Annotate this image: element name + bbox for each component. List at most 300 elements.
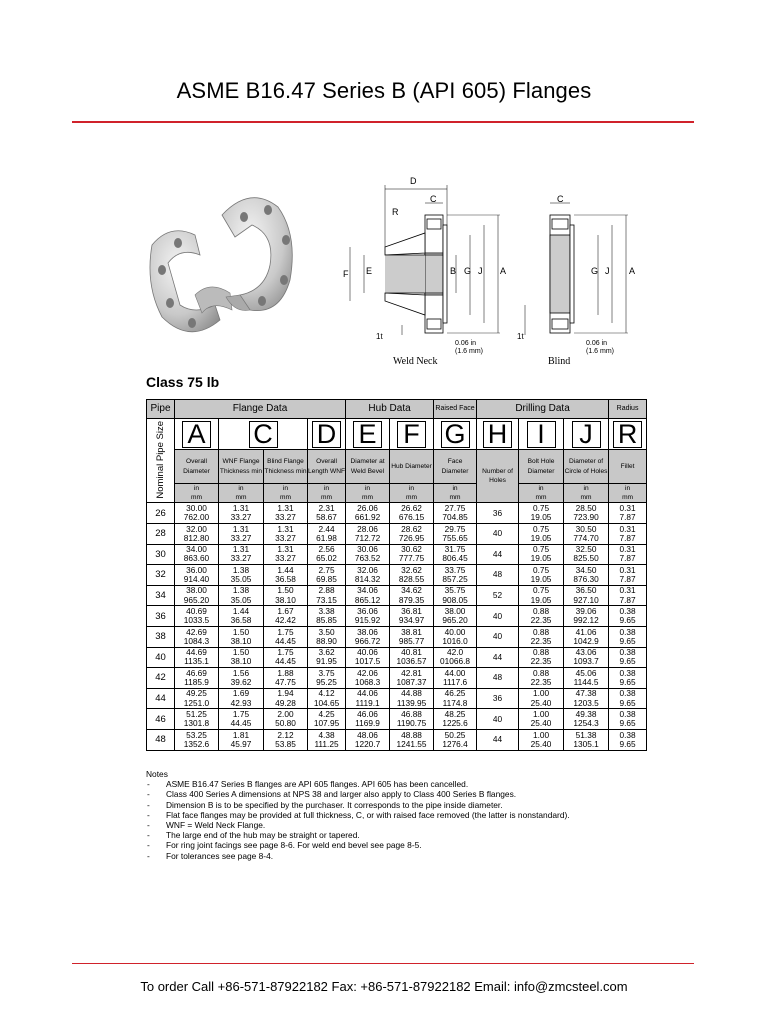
pipe-size-cell: 30: [147, 544, 175, 565]
cell-a: [175, 647, 219, 668]
value-mm: 9.65: [619, 718, 636, 729]
value-in: 1.88: [277, 667, 294, 678]
cell-f: [390, 606, 434, 627]
cell-f: [390, 688, 434, 709]
group-raised-face: Raised Face: [434, 400, 477, 419]
label-f: F: [343, 269, 349, 279]
class-heading: Class 75 lb: [146, 374, 220, 390]
value-mm: 42.93: [230, 697, 252, 708]
value-in: 0.75: [532, 523, 550, 534]
pipe-size-cell: 32: [147, 565, 175, 586]
unit-mm: mm: [191, 494, 202, 502]
letter-e: E: [353, 421, 382, 448]
unit-in: in: [238, 485, 244, 492]
value-in: 35.75: [444, 585, 466, 596]
unit-in: in: [583, 485, 589, 492]
blind-flange-photo: [222, 198, 292, 311]
cell-i: [519, 544, 564, 565]
value-in: 44.88: [401, 688, 422, 699]
weld-neck-flange-photo: [150, 231, 232, 332]
value-in: 32.62: [401, 564, 422, 575]
flange-data-table: [146, 399, 647, 751]
value-mm: 1251.0: [183, 697, 210, 708]
value-in: 3.38: [318, 605, 335, 616]
value-mm: 676.15: [398, 512, 425, 523]
value-in: 45.06: [575, 667, 597, 678]
value-in: 27.75: [444, 503, 466, 513]
value-in: 44.69: [186, 647, 207, 658]
table-row: [147, 626, 647, 647]
cell-e: [346, 544, 390, 565]
note-item: - For ring joint facings see page 8-6. For weld end bevel see page 8-5.: [146, 840, 570, 850]
value-in: 30.50: [575, 523, 597, 534]
letter-g: G: [441, 421, 470, 448]
value-mm: 1117.6: [442, 676, 468, 687]
value-in: 2.56: [318, 544, 335, 555]
value-mm: 825.50: [573, 553, 599, 564]
cell-i: [519, 668, 564, 689]
group-pipe: Pipe: [147, 400, 175, 419]
value-mm: 39.62: [230, 676, 252, 687]
group-hub: Hub Data: [346, 400, 434, 419]
cell-j: [564, 668, 609, 689]
value-in: 0.31: [619, 503, 636, 513]
pipe-size-cell: 26: [147, 503, 175, 524]
blind-labels: [517, 194, 635, 355]
value-in: 1.38: [232, 585, 250, 596]
value-mm: 9.65: [619, 635, 636, 646]
cell-d: [308, 524, 346, 545]
value-mm: 1190.75: [396, 718, 427, 729]
value-in: 38.00: [444, 605, 466, 616]
value-in: 34.62: [401, 585, 422, 596]
cell-a: [175, 729, 219, 750]
cell-c1: [219, 668, 264, 689]
value-mm: 7.87: [619, 512, 636, 523]
value-mm: 726.95: [398, 532, 425, 543]
value-mm: 704.85: [442, 512, 468, 523]
value-in: 51.25: [186, 708, 207, 719]
value-in: 47.38: [575, 688, 597, 699]
value-in: 26.06: [357, 503, 378, 513]
letter-c: C: [249, 421, 278, 448]
desc-a: Overall Diameter: [175, 450, 219, 484]
value-in: 32.06: [357, 564, 378, 575]
unit-in: in: [193, 485, 200, 492]
value-in: 41.06: [575, 626, 597, 637]
cell-g: [434, 524, 477, 545]
value-mm: 992.12: [573, 615, 599, 626]
cell-d: [308, 647, 346, 668]
cell-i: [519, 503, 564, 524]
cell-j: [564, 585, 609, 606]
top-divider: [72, 121, 694, 123]
value-in: 0.88: [532, 667, 550, 678]
note-item: - Flat face flanges may be provided at full thickness, C, or with raised face removed (the latter is nonstandard).: [146, 810, 570, 820]
value-in: 2.00: [277, 708, 294, 719]
value-mm: 19.05: [530, 512, 552, 523]
value-mm: 38.10: [230, 635, 252, 646]
value-in: 1.75: [232, 708, 250, 719]
value-mm: 33.27: [275, 553, 296, 564]
cell-a: [175, 565, 219, 586]
cell-d: [308, 503, 346, 524]
cell-r: [609, 503, 647, 524]
value-mm: 65.02: [316, 553, 337, 564]
cell-c1: [219, 709, 264, 730]
value-mm: 85.85: [316, 615, 337, 626]
caption-weld-neck: Weld Neck: [393, 356, 438, 367]
cell-i: [519, 585, 564, 606]
unit-c2: [264, 484, 308, 503]
bottom-divider: [72, 963, 694, 964]
value-mm: 7.87: [619, 594, 636, 605]
cell-d: [308, 626, 346, 647]
value-in: 1.56: [232, 667, 250, 678]
value-in: 0.31: [619, 585, 636, 596]
value-mm: 1036.57: [396, 656, 427, 667]
group-header-row: [147, 400, 647, 419]
value-in: 28.62: [401, 523, 422, 534]
value-in: 42.0: [446, 647, 464, 658]
value-mm: 908.05: [442, 594, 468, 605]
cell-h: 44: [477, 647, 519, 668]
value-in: 38.00: [186, 585, 207, 596]
cell-f: [390, 668, 434, 689]
desc-c2: Blind Flange Thickness min: [264, 450, 308, 484]
value-mm: 38.10: [275, 594, 296, 605]
value-in: 1.44: [277, 564, 294, 575]
value-mm: 1042.9: [573, 635, 599, 646]
cell-c1: [219, 688, 264, 709]
value-mm: 863.60: [183, 553, 210, 564]
value-in: 3.50: [318, 626, 335, 637]
unit-mm: mm: [580, 494, 592, 502]
cell-j: [564, 606, 609, 627]
unit-in: in: [323, 485, 330, 492]
value-in: 40.69: [186, 605, 207, 616]
value-in: 44.06: [357, 688, 378, 699]
cell-f: [390, 647, 434, 668]
cell-g: [434, 668, 477, 689]
value-mm: 7.87: [619, 553, 636, 564]
value-mm: 88.90: [316, 635, 337, 646]
table-row: [147, 729, 647, 750]
letter-j: J: [572, 421, 601, 448]
label-c: C: [430, 194, 437, 204]
cell-f: [390, 585, 434, 606]
value-mm: 1254.3: [573, 718, 599, 729]
value-mm: 25.40: [530, 697, 552, 708]
unit-mm: mm: [449, 494, 461, 502]
cell-e: [346, 524, 390, 545]
cell-d: [308, 585, 346, 606]
cell-g: [434, 709, 477, 730]
value-mm: 95.25: [316, 676, 337, 687]
description-row: [147, 450, 647, 484]
cell-d: [308, 688, 346, 709]
label-j: J: [478, 266, 483, 276]
label-r: R: [392, 207, 399, 217]
desc-e: Diameter at Weld Bevel: [346, 450, 390, 484]
value-mm: 661.92: [354, 512, 381, 523]
desc-r: Fillet: [609, 450, 647, 484]
cell-g: [434, 585, 477, 606]
caption-blind: Blind: [548, 356, 571, 367]
value-mm: 1203.5: [573, 697, 599, 708]
unit-mm: mm: [235, 494, 247, 502]
value-mm: 9.65: [619, 738, 636, 749]
cell-e: [346, 606, 390, 627]
value-in: 1.38: [232, 564, 250, 575]
value-in: 33.75: [444, 564, 466, 575]
value-mm: 36.58: [275, 573, 296, 584]
value-mm: 25.40: [530, 738, 552, 749]
note-item: - For tolerances see page 8-4.: [146, 851, 570, 861]
value-in: 31.75: [444, 544, 466, 555]
cell-e: [346, 565, 390, 586]
value-in: 1.75: [277, 647, 294, 658]
blind-label-gap-in: 0.06 in: [586, 340, 608, 347]
cell-j: [564, 524, 609, 545]
cell-h: 40: [477, 524, 519, 545]
value-in: 2.44: [318, 523, 335, 534]
value-in: 0.75: [532, 585, 550, 596]
value-in: 1.81: [232, 729, 250, 740]
blind-label-1t: 1t: [517, 332, 524, 341]
value-mm: 58.67: [316, 512, 337, 523]
value-in: 1.31: [232, 544, 250, 555]
value-mm: 1016.0: [442, 635, 468, 646]
value-in: 3.62: [318, 647, 335, 658]
cell-i: [519, 729, 564, 750]
cell-d: [308, 729, 346, 750]
value-mm: 1225.6: [442, 718, 468, 729]
group-flange: Flange Data: [175, 400, 346, 419]
cell-h: 44: [477, 729, 519, 750]
cell-c1: [219, 503, 264, 524]
value-in: 1.00: [532, 708, 550, 719]
cell-e: [346, 668, 390, 689]
cell-j: [564, 688, 609, 709]
value-mm: 1144.5: [573, 676, 599, 687]
note-item: - WNF = Weld Neck Flange.: [146, 820, 570, 830]
cell-i: [519, 524, 564, 545]
label-g: G: [464, 266, 472, 276]
cell-c1: [219, 729, 264, 750]
value-mm: 777.75: [398, 553, 425, 564]
value-in: 50.25: [444, 729, 466, 740]
value-mm: 35.05: [230, 573, 252, 584]
label-d: D: [410, 176, 417, 186]
cell-e: [346, 729, 390, 750]
cell-g: [434, 688, 477, 709]
desc-d: Overall Length WNF: [308, 450, 346, 484]
value-mm: 865.12: [354, 594, 381, 605]
value-mm: 762.00: [183, 512, 210, 523]
value-mm: 1220.7: [354, 738, 381, 749]
cell-c2: [264, 709, 308, 730]
value-in: 2.75: [318, 564, 335, 575]
value-mm: 806.45: [442, 553, 468, 564]
cell-r: [609, 524, 647, 545]
letter-h: H: [483, 421, 512, 448]
unit-in: in: [408, 485, 415, 492]
value-in: 1.44: [232, 605, 250, 616]
label-1t: 1t: [376, 332, 383, 341]
cell-h: 40: [477, 626, 519, 647]
value-mm: 22.35: [530, 635, 552, 646]
value-mm: 42.42: [275, 615, 296, 626]
value-mm: 9.65: [619, 697, 636, 708]
value-in: 1.00: [532, 688, 550, 699]
cell-g: [434, 565, 477, 586]
notes-section: [146, 769, 570, 861]
cell-j: [564, 729, 609, 750]
value-in: 0.75: [532, 544, 550, 555]
cell-e: [346, 626, 390, 647]
cell-c2: [264, 626, 308, 647]
cell-i: [519, 709, 564, 730]
value-mm: 965.20: [183, 594, 210, 605]
value-in: 0.31: [619, 544, 636, 555]
value-in: 1.00: [532, 729, 550, 740]
value-mm: 1139.95: [396, 697, 427, 708]
nominal-pipe-size-header: Nominal Pipe Size: [147, 419, 175, 503]
value-in: 28.50: [575, 503, 597, 513]
value-mm: 1135.1: [184, 656, 209, 667]
cell-g: [434, 729, 477, 750]
value-in: 42.69: [186, 626, 207, 637]
value-mm: 19.05: [530, 532, 552, 543]
value-in: 0.38: [619, 605, 636, 616]
cell-c2: [264, 729, 308, 750]
pipe-size-cell: 34: [147, 585, 175, 606]
cell-e: [346, 709, 390, 730]
pipe-size-cell: 48: [147, 729, 175, 750]
table-row: [147, 688, 647, 709]
value-in: 1.50: [232, 626, 250, 637]
label-b: B: [450, 266, 457, 276]
value-in: 4.12: [318, 688, 335, 699]
value-in: 39.06: [575, 605, 597, 616]
value-in: 48.25: [444, 708, 466, 719]
group-radius: Radius: [609, 400, 647, 419]
value-in: 1.31: [277, 523, 294, 534]
cell-c2: [264, 585, 308, 606]
desc-g: Face Diameter: [434, 450, 477, 484]
cell-a: [175, 585, 219, 606]
value-in: 49.25: [186, 688, 207, 699]
cell-j: [564, 544, 609, 565]
cell-f: [390, 709, 434, 730]
pipe-size-cell: 28: [147, 524, 175, 545]
value-mm: 1087.37: [396, 676, 427, 687]
cell-f: [390, 503, 434, 524]
cell-c1: [219, 626, 264, 647]
cell-h: 48: [477, 565, 519, 586]
value-mm: 1033.5: [183, 615, 210, 626]
cell-c2: [264, 606, 308, 627]
cell-r: [609, 688, 647, 709]
value-in: 1.31: [232, 523, 250, 534]
cell-i: [519, 626, 564, 647]
value-mm: 857.25: [442, 573, 468, 584]
pipe-size-cell: 44: [147, 688, 175, 709]
unit-mm: mm: [406, 494, 418, 502]
cell-r: [609, 565, 647, 586]
cell-a: [175, 503, 219, 524]
table-row: [147, 524, 647, 545]
blind-label-a: A: [629, 266, 636, 276]
table-row: [147, 544, 647, 565]
cell-a: [175, 544, 219, 565]
table-row: [147, 709, 647, 730]
value-in: 40.06: [357, 647, 378, 658]
desc-c1: WNF Flange Thickness min: [219, 450, 264, 484]
cell-e: [346, 585, 390, 606]
cell-r: [609, 668, 647, 689]
value-in: 40.81: [401, 647, 422, 658]
value-in: 4.25: [318, 708, 335, 719]
value-mm: 91.95: [316, 656, 337, 667]
cell-g: [434, 544, 477, 565]
value-mm: 35.05: [230, 594, 252, 605]
value-in: 49.38: [575, 708, 597, 719]
cell-e: [346, 503, 390, 524]
unit-r: [609, 484, 647, 503]
value-mm: 1352.6: [183, 738, 210, 749]
unit-in: in: [624, 485, 631, 492]
weld-neck-drawing: [350, 185, 500, 335]
value-in: 2.88: [318, 585, 335, 596]
value-in: 38.81: [401, 626, 422, 637]
value-mm: 828.55: [398, 573, 425, 584]
unit-i: [519, 484, 564, 503]
pipe-size-cell: 38: [147, 626, 175, 647]
value-mm: 927.10: [573, 594, 599, 605]
cell-c2: [264, 668, 308, 689]
cell-c2: [264, 503, 308, 524]
value-mm: 1119.1: [355, 697, 380, 708]
value-in: 0.38: [619, 667, 636, 678]
value-in: 42.06: [357, 667, 378, 678]
label-gap-in: 0.06 in: [455, 340, 477, 347]
value-in: 3.75: [318, 667, 335, 678]
value-mm: 774.70: [573, 532, 599, 543]
value-in: 0.38: [619, 647, 636, 658]
desc-i: Bolt Hole Diameter: [519, 450, 564, 484]
value-in: 1.94: [277, 688, 294, 699]
blind-label-gap-mm: (1.6 mm): [586, 348, 614, 355]
value-in: 34.00: [186, 544, 207, 555]
value-mm: 33.27: [275, 512, 296, 523]
value-in: 1.50: [277, 585, 294, 596]
cell-g: [434, 647, 477, 668]
value-mm: 19.05: [530, 553, 552, 564]
cell-c1: [219, 565, 264, 586]
table-row: [147, 565, 647, 586]
cell-f: [390, 729, 434, 750]
value-mm: 1174.8: [442, 697, 468, 708]
letter-a: A: [182, 421, 211, 448]
cell-r: [609, 544, 647, 565]
cell-c2: [264, 647, 308, 668]
letter-d: D: [312, 421, 341, 448]
value-mm: 22.35: [530, 676, 552, 687]
value-mm: 7.87: [619, 532, 636, 543]
value-in: 34.06: [357, 585, 378, 596]
